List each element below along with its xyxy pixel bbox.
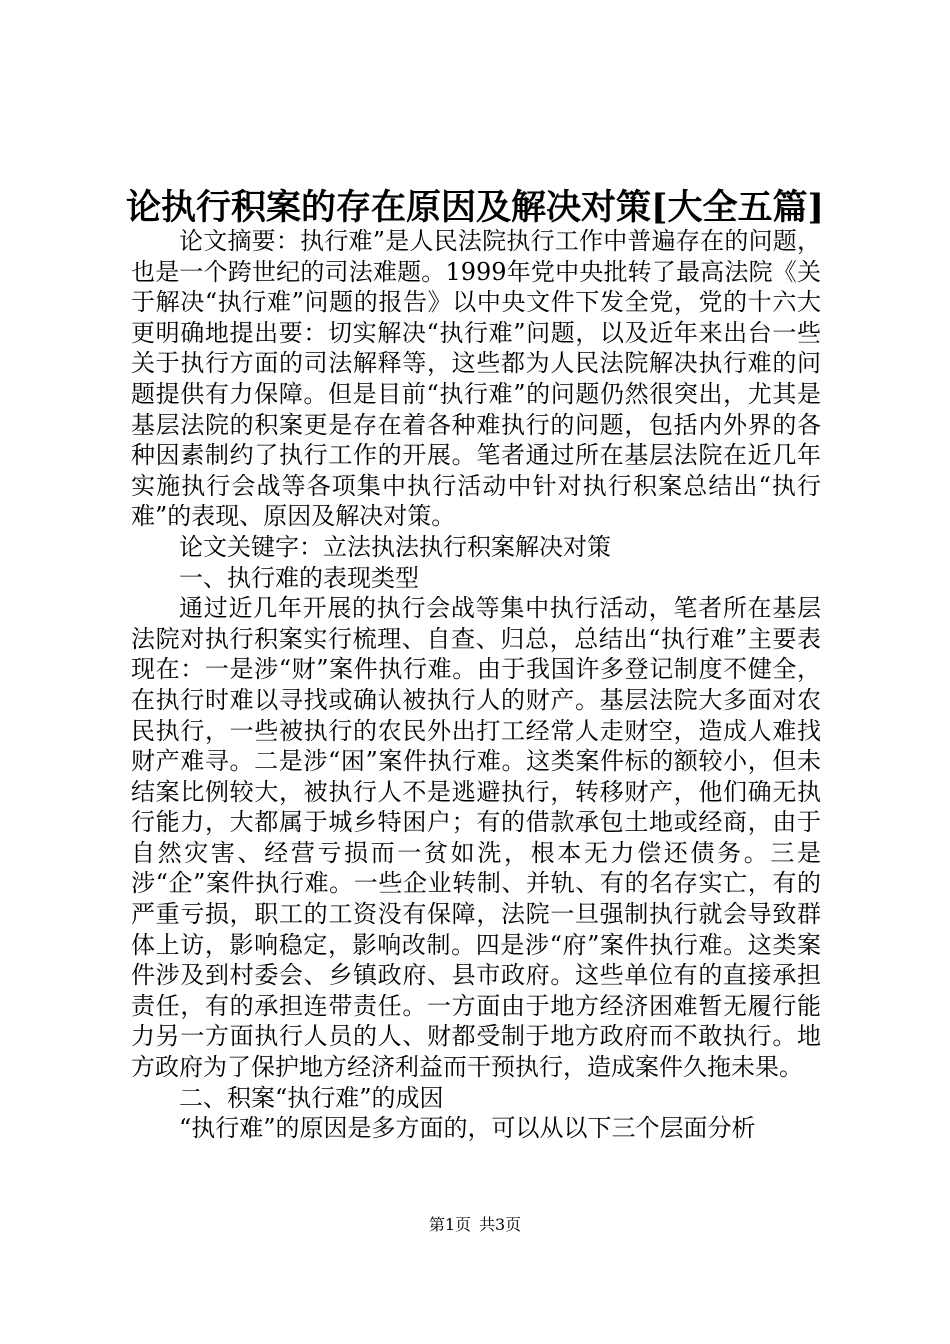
page-footer [0, 1214, 950, 1236]
page-total: 共3页 [479, 1215, 522, 1234]
section-heading-2: 二、积案“执行难”的成因 [179, 1083, 444, 1112]
document-body [131, 226, 821, 1144]
page-number: 第1页 [428, 1215, 471, 1234]
section-1-paragraph: 通过近几年开展的执行会战等集中执行活动，笔者所在基层法院对执行积案实行梳理、自查、归总，总结出“执行难”主要表现在：一是涉“财”案件执行难。由于我国许多登记制度不健全，在执行时难以寻找或确认被执行人的财产。基层法院大多面对农民执行，一些被执行的农民外出打工经常人走财空，造成人难找财产难寻。二是涉“困”案件执行难。这类案件标的额较小，但未结案比例较大，被执行人不是逃避执行，转移财产，他们确无执行能力，大都属于城乡特困户；有的借款承包土地或经商，由于自然灾害、经营亏损而一贫如洗，根本无力偿还债务。三是涉“企”案件执行难。一些企业转制、并轨、有的名存实亡，有的严重亏损，职工的工资没有保障，法院一旦强制执行就会导致群体上访，影响稳定，影响改制。四是涉“府”案件执行难。这类案件涉及到村委会、乡镇政府、县市政府。这些单位有的直接承担责任，有的承担连带责任。一方面由于地方经济困难暂无履行能力另一方面执行人员的人、财都受制于地方政府而不敢执行。地方政府为了保护地方经济利益而干预执行，造成案件久拖未果。 [131, 594, 821, 1082]
abstract-paragraph: 论文摘要：执行难”是人民法院执行工作中普遍存在的问题，也是一个跨世纪的司法难题。1999年党中央批转了最高法院《关于解决“执行难”问题的报告》以中央文件下发全党，党的十六大更明确地提出要：切实解决“执行难”问题，以及近年来出台一些关于执行方面的司法解释等，这些都为人民法院解决执行难的问题提供有力保障。但是目前“执行难”的问题仍然很突出，尤其是基层法院的积案更是存在着各种难执行的问题，包括内外界的各种因素制约了执行工作的开展。笔者通过所在基层法院在近几年实施执行会战等各项集中执行活动中针对执行积案总结出“执行难”的表现、原因及解决对策。 [131, 227, 821, 531]
section-2-paragraph: “执行难”的原因是多方面的，可以从以下三个层面分析 [179, 1114, 756, 1143]
document-title: 论执行积案的存在原因及解决对策[大全五篇] [125, 187, 825, 228]
keywords-paragraph: 论文关键字：立法执法执行积案解决对策 [179, 532, 611, 561]
section-heading-1: 一、执行难的表现类型 [179, 563, 419, 592]
